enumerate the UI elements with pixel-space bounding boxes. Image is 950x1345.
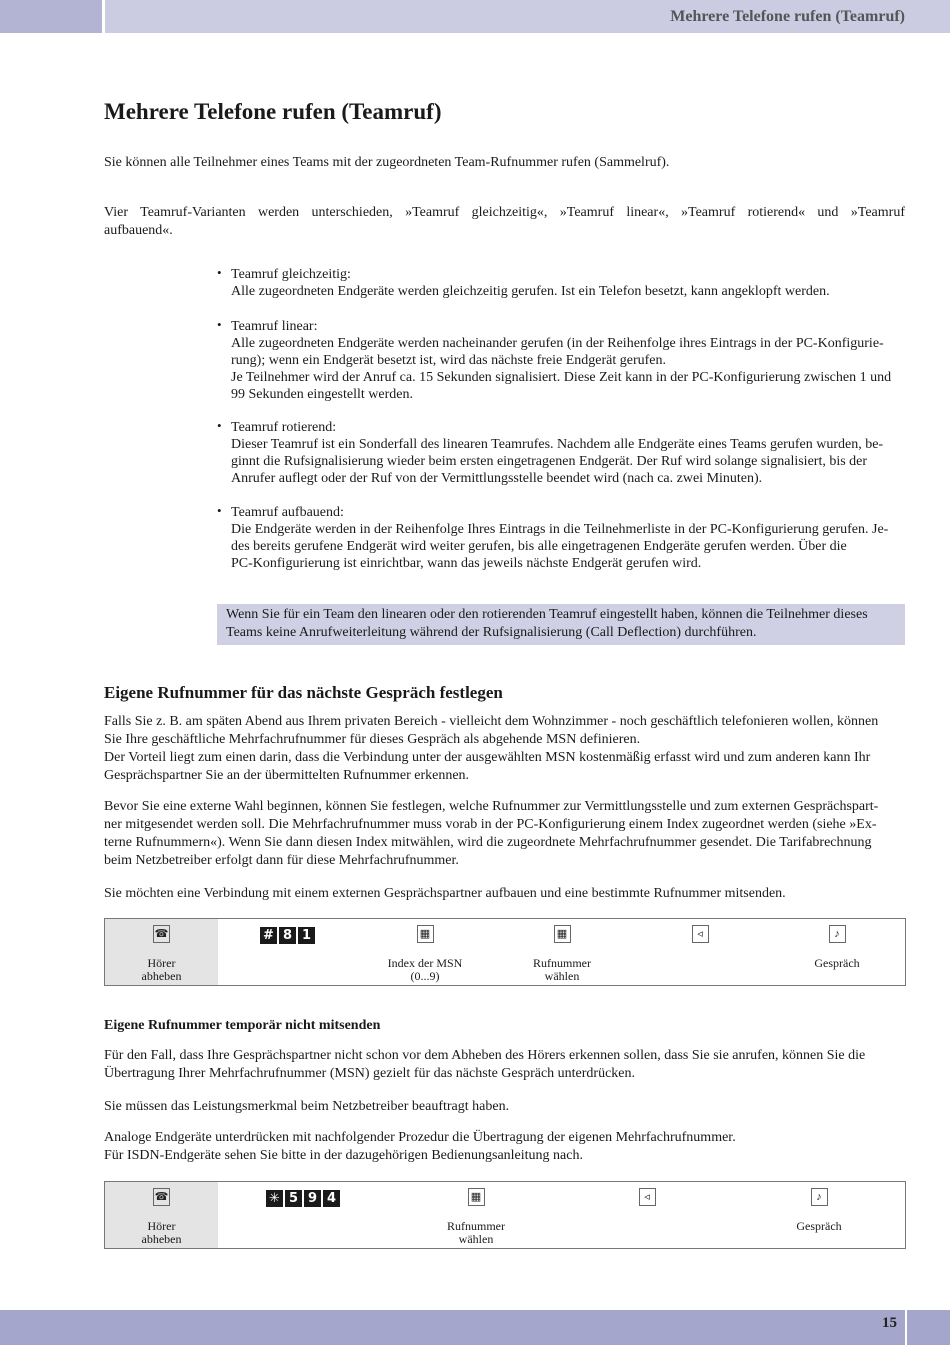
header-bar [105,0,950,33]
variants-line-1: Vier Teamruf-Varianten werden unterschieden, »Teamruf gleichzeitig«, »Teamruf linear«, »Teamruf rotierend« und »Teamruf [104,205,905,220]
handset-up-icon: ☎ [153,1188,170,1206]
text-line: Gesprächspartner Sie an der übermittelten Rufnummer erkennen. [104,768,470,783]
phone-call-icon: ♪ [829,925,846,943]
step-conversation [787,919,887,985]
header-title: Mehrere Telefone rufen (Teamruf) [670,8,905,25]
key-digit: 1 [298,927,315,944]
step-caption: Rufnummer wählen [447,1219,505,1246]
bullet-line: Anrufer auflegt oder der Ruf von der Vermittlungsstelle beendet wird (nach ca. zwei Minuten). [231,471,763,486]
subsection-heading: Eigene Rufnummer temporär nicht mitsenden [104,1018,381,1033]
note-line: Wenn Sie für ein Team den linearen oder den rotierenden Teamruf eingestellt haben, können die Teilnehmer dieses [226,607,868,622]
step-dial-number [426,1182,526,1248]
step-caption: Hörer abheben [141,956,182,983]
bullet-dot: • [217,265,222,280]
bullet-line: Dieser Teamruf ist ein Sonderfall des linearen Teamrufes. Nachdem alle Endgeräte eines Teams gerufen wurden, be- [231,437,884,452]
key-sequence [260,926,317,944]
variants-line-2: aufbauend«. [104,223,173,238]
bullet-title: Teamruf gleichzeitig: [231,267,351,282]
text-line: ner mitgesendet werden soll. Die Mehrfachrufnummer muss vorab in der PC-Konfigurierung einem Index zugeordnet werden (siehe »Ex- [104,817,877,832]
step-caption: Gespräch [796,1219,842,1233]
text-line: Analoge Endgeräte unterdrücken mit nachfolgender Prozedur die Übertragung der eigenen Mehrfachrufnummer. [104,1130,736,1145]
bullet-title: Teamruf rotierend: [231,420,337,435]
keypad-icon: ▦ [417,925,434,943]
step-lift-handset [105,1182,218,1248]
key-digit: 9 [304,1190,321,1207]
bullet-gleichzeitig [217,266,907,300]
key-digit: 5 [285,1190,302,1207]
bullet-line: PC-Konfigurierung ist einrichtbar, wann das jeweils nächste Endgerät gerufen wird. [231,556,702,571]
bullet-dot: • [217,503,222,518]
note-line: Teams keine Anrufweiterleitung während der Rufsignalisierung (Call Deflection) durchführen. [226,625,757,640]
section3-paragraph-2: Sie müssen das Leistungsmerkmal beim Netzbetreiber beauftragt haben. [104,1099,510,1114]
text-line: Für den Fall, dass Ihre Gesprächspartner nicht schon vor dem Abheben des Hörers erkennen sollen, dass Sie sie anrufen, können Sie die [104,1048,866,1063]
bullet-line: Alle zugeordneten Endgeräte werden gleichzeitig gerufen. Ist ein Telefon besetzt, kann angeklopft werden. [231,284,830,299]
section2-paragraph-3: Sie möchten eine Verbindung mit einem externen Gesprächspartner aufbauen und eine bestimmte Rufnummer mitsenden. [104,886,786,901]
note-box [217,604,905,645]
bullet-aufbauend [217,504,907,572]
page-number: 15 [882,1315,897,1331]
step-dial-tone [650,919,750,985]
bullet-dot: • [217,418,222,433]
step-caption: Hörer abheben [141,1219,182,1246]
bullet-title: Teamruf linear: [231,319,318,334]
step-caption: Rufnummer wählen [533,956,591,983]
bullet-line: Alle zugeordneten Endgeräte werden nacheinander gerufen (in der Reihenfolge ihres Eintrags in der PC-Konfigurie- [231,336,884,351]
bullet-title: Teamruf aufbauend: [231,505,344,520]
intro-text: Sie können alle Teilnehmer eines Teams mit der zugeordneten Team-Rufnummer rufen (Sammelruf). [104,155,670,170]
bullet-line: 99 Sekunden eingestellt werden. [231,387,413,402]
text-line: Sie Ihre geschäftliche Mehrfachrufnummer für dieses Gespräch als abgehende MSN definieren. [104,732,641,747]
section-heading: Eigene Rufnummer für das nächste Gespräch festlegen [104,683,503,702]
bullet-linear [217,318,907,403]
bullet-dot: • [217,317,222,332]
keypad-icon: ▦ [554,925,571,943]
text-line: Für ISDN-Endgeräte sehen Sie bitte in der dazugehörigen Bedienungsanleitung nach. [104,1148,583,1163]
key-star: ✳ [266,1190,283,1207]
key-digit: 8 [279,927,296,944]
footer-accent [907,1310,950,1345]
bullet-line: ginnt die Rufsignalisierung wieder beim ersten eingetragenen Endgerät. Der Ruf wird solange signalisiert, bis der [231,454,868,469]
phone-call-icon: ♪ [811,1188,828,1206]
step-conversation [769,1182,869,1248]
dial-tone-icon: ◃ [639,1188,656,1206]
step-dial-number [512,919,612,985]
bullet-line: rung); wenn ein Endgerät besetzt ist, wird das nächste freie Endgerät gerufen. [231,353,666,368]
text-line: Der Vorteil liegt zum einen darin, dass die Verbindung unter der ausgewählten MSN kostenmäßig erfasst wird und zum anderen kann Ihr [104,750,871,765]
handset-up-icon: ☎ [153,925,170,943]
text-line: terne Rufnummern«). Wenn Sie dann diesen Index mitwählen, wird die zugeordnete Mehrfachrufnummer gesendet. Die Tarifabrechnung [104,835,872,850]
key-sequence [266,1189,342,1207]
step-msn-index [375,919,475,985]
section2-paragraph-1 [104,713,909,785]
key-hash: # [260,927,277,944]
step-caption: Gespräch [814,956,860,970]
bullet-line: Je Teilnehmer wird der Anruf ca. 15 Sekunden signalisiert. Diese Zeit kann in der PC-Konfigurierung zwischen 1 und [231,370,892,385]
page-title: Mehrere Telefone rufen (Teamruf) [104,99,442,124]
footer-bar [0,1310,905,1345]
text-line: Übertragung Ihrer Mehrfachrufnummer (MSN) gezielt für das nächste Gespräch unterdrücken. [104,1066,636,1081]
key-digit: 4 [323,1190,340,1207]
header-accent [0,0,102,33]
procedure-sequence-suppress [104,1181,906,1249]
bullet-line: des bereits gerufene Endgerät wird weiter gerufen, bis alle eingetragenen Endgeräte gerufen werden. Über die [231,539,847,554]
step-lift-handset [105,919,218,985]
section3-paragraph-1 [104,1047,909,1083]
text-line: Falls Sie z. B. am späten Abend aus Ihrem privaten Bereich - vielleicht dem Wohnzimmer - noch geschäftlich telefonieren wollen, können [104,714,879,729]
step-caption: Index der MSN (0...9) [387,956,463,983]
keypad-icon: ▦ [468,1188,485,1206]
text-line: Bevor Sie eine externe Wahl beginnen, können Sie festlegen, welche Rufnummer zur Vermittlungsstelle und zum externen Gesprächspart- [104,799,879,814]
section2-paragraph-2 [104,798,909,870]
section3-paragraph-3 [104,1129,909,1165]
dial-tone-icon: ◃ [692,925,709,943]
procedure-sequence-msn [104,918,906,986]
step-dial-tone [597,1182,697,1248]
text-line: beim Netzbetreiber erfolgt dann für diese Mehrfachrufnummer. [104,853,459,868]
bullet-line: Die Endgeräte werden in der Reihenfolge Ihres Eintrags in die Teilnehmerliste in der PC-Konfigurierung gerufen. Je- [231,522,889,537]
bullet-rotierend [217,419,907,487]
